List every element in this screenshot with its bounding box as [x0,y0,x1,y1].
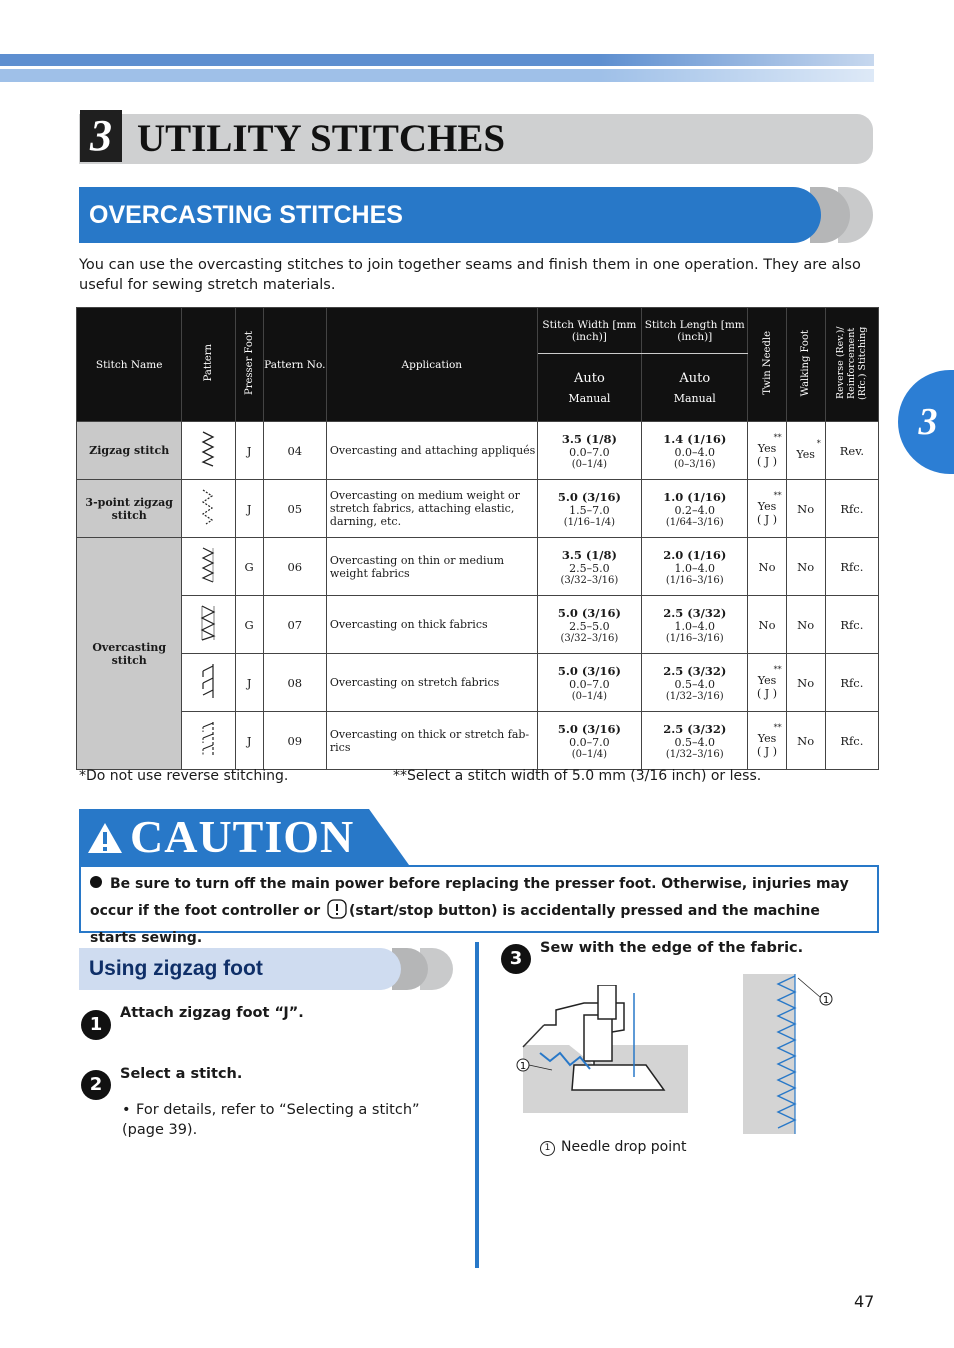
walking-foot: * Yes [786,422,825,480]
header-pattern-no: Pattern No. [263,308,326,422]
stitch-length: 1.0 (1/16) 0.2–4.0 (1/64–3/16) [642,480,748,538]
header-application: Application [326,308,537,422]
step-1-number: 1 [81,1010,111,1040]
presser-foot: G [235,596,263,654]
overcasting-09-pattern-icon [182,712,235,770]
presser-foot: J [235,480,263,538]
presser-foot: G [235,538,263,596]
reverse: Rfc. [825,596,878,654]
reverse: Rfc. [825,480,878,538]
overcasting-07-pattern-icon [182,596,235,654]
stitch-length: 1.4 (1/16) 0.0–4.0 (0–3/16) [642,422,748,480]
application: Overcasting on thick fabrics [326,596,537,654]
pattern-no: 04 [263,422,326,480]
figure-legend-callout: 1 [540,1141,555,1156]
presser-foot: J [235,712,263,770]
step-2-number: 2 [81,1070,111,1100]
twin-needle: ** Yes ( J ) [748,712,786,770]
table-row [77,596,879,654]
step-2-text: Select a stitch. [120,1066,243,1082]
section-title: OVERCASTING STITCHES [89,201,403,229]
stitch-table [76,307,879,770]
stitch-length: 2.5 (3/32) 0.5–4.0 (1/32–3/16) [642,712,748,770]
stitch-width: 5.0 (3/16) 2.5–5.0 (3/32–3/16) [537,596,641,654]
walking-foot: No [786,654,825,712]
header-twin-needle: Twin Needle [748,308,786,422]
twin-needle: No [748,538,786,596]
twin-needle: ** Yes ( J ) [748,654,786,712]
figure-callout: 1 [519,1061,527,1072]
zigzag-pattern-icon [182,422,235,480]
stitch-length: 2.0 (1/16) 1.0–4.0 (1/16–3/16) [642,538,748,596]
step-1-text: Attach zigzag foot “J”. [120,1005,304,1021]
start-stop-button-icon [327,899,347,919]
step-3-number: 3 [501,944,531,974]
twin-needle: ** Yes ( J ) [748,422,786,480]
table-row [77,538,879,596]
caution-title: CAUTION [130,811,355,862]
caution-text: Be sure to turn off the main power before replacing the presser foot. Otherwise, injuries may occur if the foot controller or (start/stop button) is accidentally pressed and the machine starts sewing. [90,876,849,946]
bullet-dot-icon [90,876,102,888]
header-stitch-length: Stitch Length [mm (inch)] [642,308,748,354]
twin-needle: ** Yes ( J ) [748,480,786,538]
header-presser-foot: Presser Foot [235,308,263,422]
reverse: Rev. [825,422,878,480]
pattern-no: 08 [263,654,326,712]
fabric-edge-illustration [742,972,842,1136]
twin-needle: No [748,596,786,654]
application: Overcasting on thin or medium weight fabrics [326,538,537,596]
stitch-length: 2.5 (3/32) 1.0–4.0 (1/16–3/16) [642,596,748,654]
pattern-no: 05 [263,480,326,538]
header-reverse: Reverse (Rev.)/ Reinforcement (Rfc.) Stitching [825,308,878,422]
step-3-text: Sew with the edge of the fabric. [540,940,804,956]
step-2-bullet: • For details, refer to “Selecting a stitch” (page 39). [122,1102,420,1138]
sewing-foot-illustration [514,985,690,1115]
walking-foot: No [786,538,825,596]
column-divider [475,942,479,1268]
subsection-title: Using zigzag foot [89,957,263,980]
header-width-auto-manual: Auto Manual [537,354,641,422]
warning-triangle-icon [86,821,124,855]
walking-foot: No [786,712,825,770]
application: Overcasting and attaching appliqués [326,422,537,480]
header-band-fade [600,54,874,82]
reverse: Rfc. [825,654,878,712]
application: Overcasting on medium weight or stretch fabrics, attaching elastic, darning, etc. [326,480,537,538]
table-note-width: **Select a stitch width of 5.0 mm (3/16 inch) or less. [393,768,762,784]
three-point-zigzag-pattern-icon [182,480,235,538]
table-row [77,712,879,770]
presser-foot: J [235,654,263,712]
reverse: Rfc. [825,712,878,770]
stitch-width: 5.0 (3/16) 1.5–7.0 (1/16–1/4) [537,480,641,538]
pattern-no: 09 [263,712,326,770]
stitch-name: 3-point zigzag stitch [77,480,182,538]
stitch-length: 2.5 (3/32) 0.5–4.0 (1/32–3/16) [642,654,748,712]
pattern-no: 07 [263,596,326,654]
walking-foot: No [786,596,825,654]
section-intro: You can use the overcasting stitches to join together seams and finish them in one operation. They are also useful for sewing stretch materials. [79,257,861,293]
header-stitch-width: Stitch Width [mm (inch)] [537,308,641,354]
table-row [77,654,879,712]
application: Overcasting on thick or stretch fab- rics [326,712,537,770]
presser-foot: J [235,422,263,480]
chapter-number: 3 [80,110,122,162]
table-note-reverse: *Do not use reverse stitching. [79,768,289,784]
application: Overcasting on stretch fabrics [326,654,537,712]
chapter-title: UTILITY STITCHES [137,117,506,160]
stitch-width: 5.0 (3/16) 0.0–7.0 (0–1/4) [537,654,641,712]
table-row [77,422,879,480]
pattern-no: 06 [263,538,326,596]
overcasting-06-pattern-icon [182,538,235,596]
chapter-side-tab: 3 [898,370,954,474]
header-stitch-name: Stitch Name [77,308,182,422]
header-pattern: Pattern [182,308,235,422]
stitch-width: 3.5 (1/8) 0.0–7.0 (0–1/4) [537,422,641,480]
stitch-name: Overcasting stitch [77,538,182,770]
header-walking-foot: Walking Foot [786,308,825,422]
stitch-width: 5.0 (3/16) 0.0–7.0 (0–1/4) [537,712,641,770]
figure-callout: 1 [822,995,830,1006]
overcasting-08-pattern-icon [182,654,235,712]
header-length-auto-manual: Auto Manual [642,354,748,422]
page-number: 47 [854,1292,875,1311]
walking-foot: No [786,480,825,538]
stitch-width: 3.5 (1/8) 2.5–5.0 (3/32–3/16) [537,538,641,596]
stitch-name: Zigzag stitch [77,422,182,480]
table-row [77,480,879,538]
reverse: Rfc. [825,538,878,596]
figure-legend: 1 Needle drop point [540,1139,686,1156]
